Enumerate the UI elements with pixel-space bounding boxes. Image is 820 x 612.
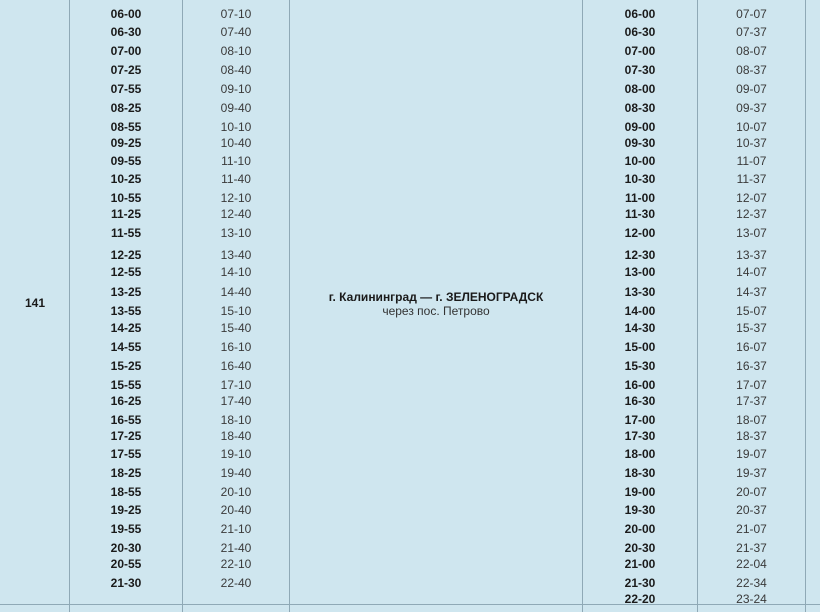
time-cell: 23-24 xyxy=(736,592,767,606)
time-cell: 15-10 xyxy=(220,304,252,318)
time-cell: 07-25 xyxy=(110,63,142,77)
time-cell: 20-07 xyxy=(736,485,767,499)
time-cell: 20-37 xyxy=(736,503,767,517)
time-cell: 21-37 xyxy=(736,541,767,555)
time-cell: 16-40 xyxy=(220,359,252,373)
time-cell: 13-37 xyxy=(736,248,767,262)
time-cell: 07-30 xyxy=(624,63,656,77)
time-cell: 16-07 xyxy=(736,340,767,354)
time-cell: 10-37 xyxy=(736,136,767,150)
time-cell: 09-10 xyxy=(220,82,252,96)
time-cell: 17-37 xyxy=(736,394,767,408)
time-cell: 22-04 xyxy=(736,557,767,571)
time-cell: 21-10 xyxy=(220,522,252,536)
time-cell: 08-07 xyxy=(736,44,767,58)
time-cell: 11-30 xyxy=(624,207,656,221)
time-cell: 19-25 xyxy=(110,503,142,517)
route-name: г. Калининград — г. ЗЕЛЕНОГРАДСК xyxy=(328,290,544,304)
time-cell: 20-40 xyxy=(220,503,252,517)
time-cell: 18-07 xyxy=(736,413,767,427)
time-cell: 19-37 xyxy=(736,466,767,480)
time-cell: 14-10 xyxy=(220,265,252,279)
time-cell: 06-30 xyxy=(110,25,142,39)
time-cell: 17-55 xyxy=(110,447,142,461)
time-cell: 12-37 xyxy=(736,207,767,221)
time-cell: 21-07 xyxy=(736,522,767,536)
time-cell: 11-07 xyxy=(736,154,767,168)
route-description xyxy=(290,290,582,318)
time-cell: 12-55 xyxy=(110,265,142,279)
time-cell: 18-55 xyxy=(110,485,142,499)
time-cell: 15-37 xyxy=(736,321,767,335)
time-cell: 12-07 xyxy=(736,191,767,205)
time-cell: 06-00 xyxy=(624,7,656,21)
time-cell: 09-25 xyxy=(110,136,142,150)
time-cell: 19-07 xyxy=(736,447,767,461)
time-cell: 15-40 xyxy=(220,321,252,335)
time-cell: 07-55 xyxy=(110,82,142,96)
time-cell: 18-25 xyxy=(110,466,142,480)
time-cell: 07-07 xyxy=(736,7,767,21)
time-cell: 16-55 xyxy=(110,413,142,427)
departures-from-town-column xyxy=(583,0,697,612)
arrivals-in-city-column xyxy=(698,0,805,612)
arrivals-in-town-column xyxy=(183,0,289,612)
time-cell: 20-55 xyxy=(110,557,142,571)
time-cell: 08-10 xyxy=(220,44,252,58)
time-cell: 15-55 xyxy=(110,378,142,392)
route-number: 141 xyxy=(24,296,46,310)
time-cell: 14-07 xyxy=(736,265,767,279)
time-cell: 22-34 xyxy=(736,576,767,590)
time-cell: 22-40 xyxy=(220,576,252,590)
time-cell: 13-55 xyxy=(110,304,142,318)
time-cell: 10-10 xyxy=(220,120,252,134)
time-cell: 08-37 xyxy=(736,63,767,77)
time-cell: 13-25 xyxy=(110,285,142,299)
time-cell: 19-10 xyxy=(220,447,252,461)
time-cell: 20-10 xyxy=(220,485,252,499)
time-cell: 18-00 xyxy=(624,447,656,461)
time-cell: 17-07 xyxy=(736,378,767,392)
time-cell: 19-55 xyxy=(110,522,142,536)
time-cell: 12-10 xyxy=(220,191,252,205)
departures-from-city-column xyxy=(70,0,182,612)
time-cell: 12-40 xyxy=(220,207,252,221)
time-cell: 08-55 xyxy=(110,120,142,134)
time-cell: 09-37 xyxy=(736,101,767,115)
time-cell: 10-25 xyxy=(110,172,142,186)
time-cell: 15-00 xyxy=(624,340,656,354)
time-cell: 17-25 xyxy=(110,429,142,443)
time-cell: 08-00 xyxy=(624,82,656,96)
time-cell: 07-40 xyxy=(220,25,252,39)
time-cell: 18-10 xyxy=(220,413,252,427)
time-cell: 11-25 xyxy=(110,207,142,221)
time-cell: 16-30 xyxy=(624,394,656,408)
time-cell: 09-55 xyxy=(110,154,142,168)
time-cell: 14-30 xyxy=(624,321,656,335)
time-cell: 17-00 xyxy=(624,413,656,427)
time-cell: 12-25 xyxy=(110,248,142,262)
time-cell: 22-20 xyxy=(624,592,656,606)
time-cell: 16-37 xyxy=(736,359,767,373)
time-cell: 06-00 xyxy=(110,7,142,21)
time-cell: 10-30 xyxy=(624,172,656,186)
time-cell: 21-40 xyxy=(220,541,252,555)
time-cell: 17-10 xyxy=(220,378,252,392)
time-cell: 13-30 xyxy=(624,285,656,299)
time-cell: 18-37 xyxy=(736,429,767,443)
time-cell: 19-00 xyxy=(624,485,656,499)
time-cell: 22-10 xyxy=(220,557,252,571)
time-cell: 11-00 xyxy=(624,191,656,205)
time-cell: 20-30 xyxy=(110,541,142,555)
time-cell: 14-37 xyxy=(736,285,767,299)
time-cell: 21-30 xyxy=(110,576,142,590)
time-cell: 18-30 xyxy=(624,466,656,480)
time-cell: 19-30 xyxy=(624,503,656,517)
time-cell: 11-10 xyxy=(221,154,251,168)
time-cell: 16-10 xyxy=(220,340,252,354)
time-cell: 20-00 xyxy=(624,522,656,536)
time-cell: 20-30 xyxy=(624,541,656,555)
time-cell: 08-30 xyxy=(624,101,656,115)
time-cell: 18-40 xyxy=(220,429,252,443)
time-cell: 10-07 xyxy=(736,120,767,134)
route-via: через пос. Петрово xyxy=(382,304,490,318)
time-cell: 14-55 xyxy=(110,340,142,354)
time-cell: 12-30 xyxy=(624,248,656,262)
time-cell: 16-25 xyxy=(110,394,142,408)
time-cell: 08-40 xyxy=(220,63,252,77)
time-cell: 13-10 xyxy=(220,226,252,240)
time-cell: 19-40 xyxy=(220,466,252,480)
time-cell: 06-30 xyxy=(624,25,656,39)
time-cell: 07-00 xyxy=(110,44,142,58)
time-cell: 09-40 xyxy=(220,101,252,115)
time-cell: 13-00 xyxy=(624,265,656,279)
grid-line xyxy=(805,0,806,612)
time-cell: 08-25 xyxy=(110,101,142,115)
time-cell: 17-40 xyxy=(220,394,252,408)
time-cell: 10-00 xyxy=(624,154,656,168)
time-cell: 11-55 xyxy=(110,226,142,240)
time-cell: 09-07 xyxy=(736,82,767,96)
time-cell: 09-00 xyxy=(624,120,656,134)
time-cell: 07-00 xyxy=(624,44,656,58)
time-cell: 21-30 xyxy=(624,576,656,590)
time-cell: 11-40 xyxy=(221,172,251,186)
time-cell: 16-00 xyxy=(624,378,656,392)
time-cell: 14-40 xyxy=(220,285,252,299)
time-cell: 13-40 xyxy=(220,248,252,262)
time-cell: 15-07 xyxy=(736,304,767,318)
time-cell: 10-40 xyxy=(220,136,252,150)
time-cell: 12-00 xyxy=(624,226,656,240)
time-cell: 14-00 xyxy=(624,304,656,318)
time-cell: 11-37 xyxy=(736,172,767,186)
time-cell: 10-55 xyxy=(110,191,142,205)
time-cell: 21-00 xyxy=(624,557,656,571)
time-cell: 14-25 xyxy=(110,321,142,335)
time-cell: 17-30 xyxy=(624,429,656,443)
time-cell: 15-25 xyxy=(110,359,142,373)
time-cell: 13-07 xyxy=(736,226,767,240)
time-cell: 07-10 xyxy=(220,7,252,21)
time-cell: 07-37 xyxy=(736,25,767,39)
time-cell: 09-30 xyxy=(624,136,656,150)
time-cell: 15-30 xyxy=(624,359,656,373)
